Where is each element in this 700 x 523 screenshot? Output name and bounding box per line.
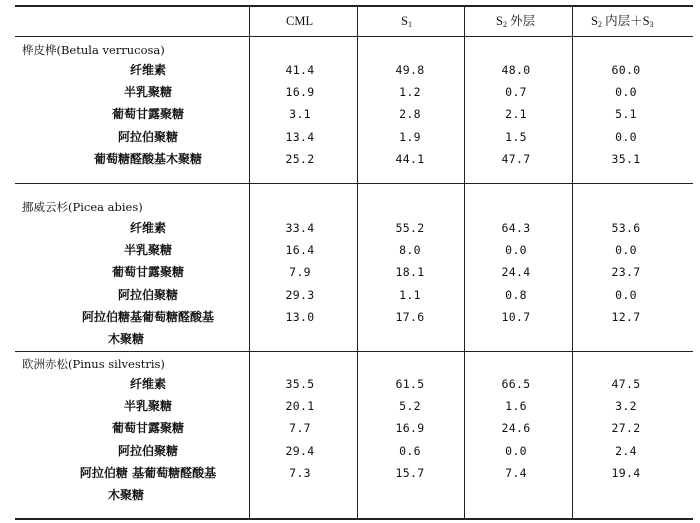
value-cell: 3.2 — [615, 399, 637, 414]
row-label: 阿拉伯聚糖 — [117, 287, 178, 302]
row-label: 纤维素 — [129, 221, 166, 235]
value-cell: 0.7 — [505, 85, 527, 100]
value-cell: 7.4 — [505, 465, 527, 480]
row-label: 半乳聚糖 — [123, 243, 172, 258]
value-cell: 0.0 — [615, 129, 637, 144]
section-divider-2 — [15, 351, 693, 352]
value-cell: 29.3 — [285, 287, 315, 302]
header-cml: CML — [286, 14, 314, 28]
value-cell: 0.0 — [615, 287, 637, 302]
row-label: 阿拉伯糖 基葡萄糖醛酸基 — [79, 465, 217, 480]
value-cell: 24.4 — [501, 265, 531, 280]
row-label: 纤维素 — [129, 377, 166, 391]
value-cell: 0.8 — [505, 287, 527, 302]
header-s1: $S_1$ — [401, 14, 412, 29]
header-s2-outer: $S_2$ 外层 — [496, 14, 536, 29]
row-label: 葡萄甘露聚糖 — [111, 421, 184, 436]
value-cell: 53.6 — [611, 221, 641, 235]
value-cell: 55.2 — [395, 221, 425, 235]
value-cell: 0.0 — [615, 85, 637, 100]
value-cell: 33.4 — [285, 221, 315, 235]
value-cell: 1.9 — [399, 129, 421, 144]
table-bottom-rule — [15, 518, 693, 520]
value-cell: 24.6 — [501, 421, 531, 436]
value-cell: 0.6 — [399, 443, 421, 458]
row-label: 阿拉伯聚糖 — [117, 129, 178, 144]
value-cell: 1.5 — [505, 129, 527, 144]
value-cell: 16.4 — [285, 243, 315, 258]
value-cell: 41.4 — [285, 63, 315, 77]
header-s2-inner-s3: $S_2$ 内层$+S_3$ — [591, 14, 654, 29]
value-cell: 2.4 — [615, 443, 637, 458]
value-cell: 13.0 — [285, 309, 315, 324]
species-heading: 桦皮桦(Betula verrucosa) — [22, 43, 165, 57]
value-cell: 25.2 — [285, 151, 315, 166]
value-cell: 17.6 — [395, 309, 425, 324]
value-cell: 10.7 — [501, 309, 531, 324]
value-cell: 7.9 — [289, 265, 311, 280]
value-cell: 49.8 — [395, 63, 425, 77]
value-cell: 8.0 — [399, 243, 421, 258]
row-label: 半乳聚糖 — [123, 85, 172, 100]
row-label: 葡萄甘露聚糖 — [111, 265, 184, 280]
value-cell: 0.0 — [505, 443, 527, 458]
value-cell: 20.1 — [285, 399, 315, 414]
value-cell: 44.1 — [395, 151, 425, 166]
value-cell: 48.0 — [501, 63, 531, 77]
table-top-rule — [15, 5, 693, 7]
species-heading: 欧洲赤松(Pinus silvestris) — [22, 357, 165, 371]
value-cell: 1.2 — [399, 85, 421, 100]
value-cell: 19.4 — [611, 465, 641, 480]
section-divider-1 — [15, 183, 693, 184]
value-cell: 15.7 — [395, 465, 425, 480]
value-cell: 5.1 — [615, 107, 637, 122]
value-cell: 5.2 — [399, 399, 421, 414]
value-cell: 7.7 — [289, 421, 311, 436]
value-cell: 12.7 — [611, 309, 641, 324]
header-bottom-rule — [15, 36, 693, 37]
value-cell: 23.7 — [611, 265, 641, 280]
value-cell: 60.0 — [611, 63, 641, 77]
row-label: 半乳聚糖 — [123, 399, 172, 414]
row-label: 葡萄糖醛酸基木聚糖 — [93, 151, 202, 166]
value-cell: 13.4 — [285, 129, 315, 144]
value-cell: 66.5 — [501, 377, 531, 391]
column-divider-1 — [249, 5, 250, 520]
row-label: 阿拉伯糖基葡萄糖醛酸基 — [81, 309, 214, 324]
row-label-continued: 木聚糖 — [108, 487, 145, 502]
value-cell: 35.1 — [611, 151, 641, 166]
value-cell: 64.3 — [501, 221, 531, 235]
value-cell: 16.9 — [395, 421, 425, 436]
value-cell: 2.8 — [399, 107, 421, 122]
row-label: 纤维素 — [129, 63, 166, 77]
value-cell: 47.5 — [611, 377, 641, 391]
species-heading: 挪威云杉(Picea abies) — [22, 200, 143, 214]
value-cell: 2.1 — [505, 107, 527, 122]
column-divider-4 — [572, 5, 573, 520]
value-cell: 1.1 — [399, 287, 421, 302]
value-cell: 16.9 — [285, 85, 315, 100]
value-cell: 0.0 — [615, 243, 637, 258]
column-divider-2 — [357, 5, 358, 520]
row-label-continued: 木聚糖 — [108, 331, 145, 346]
value-cell: 7.3 — [289, 465, 311, 480]
value-cell: 35.5 — [285, 377, 315, 391]
value-cell: 3.1 — [289, 107, 311, 122]
value-cell: 27.2 — [611, 421, 641, 436]
row-label: 阿拉伯聚糖 — [117, 443, 178, 458]
value-cell: 0.0 — [505, 243, 527, 258]
column-divider-3 — [464, 5, 465, 520]
value-cell: 1.6 — [505, 399, 527, 414]
value-cell: 18.1 — [395, 265, 425, 280]
value-cell: 29.4 — [285, 443, 315, 458]
value-cell: 61.5 — [395, 377, 425, 391]
row-label: 葡萄甘露聚糖 — [111, 107, 184, 122]
value-cell: 47.7 — [501, 151, 531, 166]
